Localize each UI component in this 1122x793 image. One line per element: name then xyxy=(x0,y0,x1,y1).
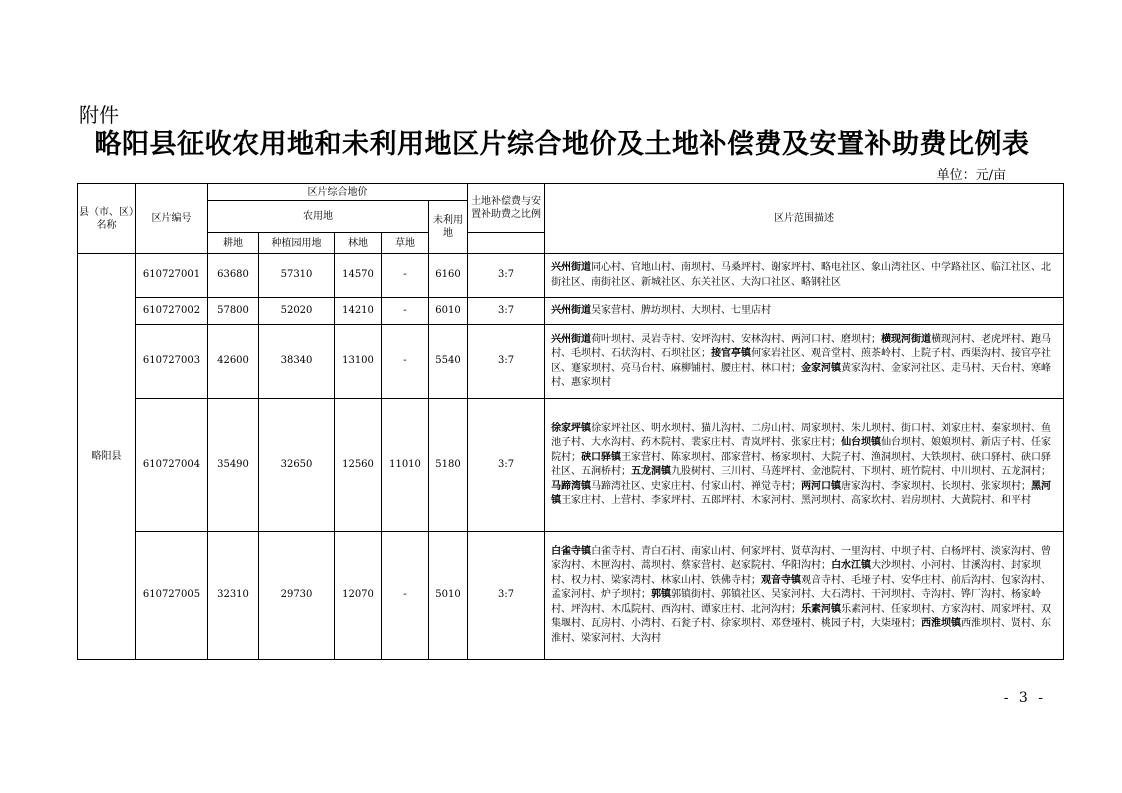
town-name: 马蹄湾镇 xyxy=(551,480,592,492)
cell-unused: 5540 xyxy=(429,325,468,399)
header-zone-code: 区片编号 xyxy=(136,184,208,254)
village-list: 观音寺村、毛垭子村、安华庄村、前后沟村、包家沟村、孟家河村、炉子坝村； xyxy=(551,574,1052,601)
header-ratio-blank xyxy=(468,233,545,254)
town-name: 硖口驿镇 xyxy=(581,451,622,463)
cell-ratio: 3:7 xyxy=(468,532,545,660)
village-list: 唐家沟村、李家坝村、长坝村、张家坝村； xyxy=(841,480,1032,492)
village-list: 九股树村、三川村、马莲坪村、金池院村、下坝村、班竹院村、中川坝村、五龙洞村； xyxy=(671,466,1052,477)
village-list: 白雀寺村、青白石村、南家山村、何家坪村、贤草沟村、一里沟村、中坝子村、白杨坪村、淡家沟村、曾家沟村、木匣沟村、蒿坝村、蔡家营村、赵家院村、华阳沟村； xyxy=(551,545,1052,572)
town-name: 兴州街道 xyxy=(551,262,592,273)
village-list: 吴家营村、脾坊坝村、大坝村、七里店村 xyxy=(591,304,772,316)
cell-unused: 6010 xyxy=(429,298,468,325)
cell-code: 610727001 xyxy=(136,254,208,298)
village-list: 横现河村、老虎坪村、跑马村、毛坝村、石状沟村、石坝社区； xyxy=(551,333,1052,359)
header-grass: 草地 xyxy=(382,233,429,254)
town-name: 郭镇 xyxy=(651,589,672,601)
cell-cultivated: 57800 xyxy=(208,298,259,325)
header-plantation: 种植园用地 xyxy=(259,233,335,254)
header-zone-price: 区片综合地价 xyxy=(208,184,468,201)
cell-cultivated: 35490 xyxy=(208,399,259,532)
village-list: 何家岩社区、观音堂村、煎茶岭村、上院子村、西渠沟村、接官亭社区、蹇家坝村、亮马台村、麻柳铺村、腰庄村、林口村； xyxy=(551,348,1052,374)
village-list: 郭镇街村、郭镇社区、吴家河村、大石湾村、干河坝村、寺沟村、铧厂沟村、杨家岭村、坪沟村、木瓜院村、西沟村、谭家庄村、北河沟村； xyxy=(551,589,1042,615)
cell-grass: - xyxy=(382,325,429,399)
cell-cultivated: 32310 xyxy=(208,532,259,660)
cell-code: 610727005 xyxy=(136,532,208,660)
cell-ratio: 3:7 xyxy=(468,325,545,399)
town-name: 金家河镇 xyxy=(801,362,842,374)
town-name: 白雀寺镇 xyxy=(551,545,592,557)
cell-forest: 14570 xyxy=(335,254,382,298)
cell-grass: - xyxy=(382,298,429,325)
cell-cultivated: 42600 xyxy=(208,325,259,399)
cell-forest: 12560 xyxy=(335,399,382,532)
header-ratio: 土地补偿费与安置补助费之比例 xyxy=(468,184,545,233)
village-list: 徐家坪社区、明水坝村、猫儿沟村、二房山村、周家坝村、朱儿坝村、街口村、刘家庄村、秦家坝村、鱼池子村、大水沟村、药木院村、裴家庄村、青岚坪村、张家庄村； xyxy=(551,422,1052,448)
village-list: 荷叶坝村、灵岩寺村、安坪沟村、安林沟村、两河口村、磨坝村； xyxy=(591,333,882,345)
cell-cultivated: 63680 xyxy=(208,254,259,298)
range-description xyxy=(545,254,1064,298)
town-name: 徐家坪镇 xyxy=(551,422,592,434)
table-row xyxy=(78,532,1064,660)
cell-unused: 5180 xyxy=(429,399,468,532)
cell-code: 610727002 xyxy=(136,298,208,325)
town-name: 兴州街道 xyxy=(551,304,592,316)
cell-forest: 12070 xyxy=(335,532,382,660)
range-description xyxy=(545,325,1064,399)
cell-forest: 13100 xyxy=(335,325,382,399)
village-list: 大沙坝村、小河村、甘溪沟村、封家坝村、权力村、梁家湾村、林家山村、铁佛寺村； xyxy=(551,560,1042,586)
table-row xyxy=(78,254,1064,298)
town-name: 接官亭镇 xyxy=(711,348,752,359)
cell-plantation: 29730 xyxy=(259,532,335,660)
range-description xyxy=(545,532,1064,660)
cell-grass: 11010 xyxy=(382,399,429,532)
cell-code: 610727004 xyxy=(136,399,208,532)
cell-plantation: 38340 xyxy=(259,325,335,399)
table-row xyxy=(78,298,1064,325)
price-table xyxy=(77,183,1064,660)
county-name-cell: 略阳县 xyxy=(78,254,136,660)
town-name: 乐素河镇 xyxy=(801,603,842,615)
village-list: 仙台坝村、娘娘坝村、新店子村、任家院村； xyxy=(551,437,1052,463)
town-name: 横现河街道 xyxy=(881,333,932,345)
town-name: 五龙洞镇 xyxy=(631,466,672,477)
header-cultivated: 耕地 xyxy=(208,233,259,254)
town-name: 兴州街道 xyxy=(551,333,592,345)
document-title: 略阳县征收农用地和未利用地区片综合地价及土地补偿费及安置补助费比例表 xyxy=(94,129,1030,160)
cell-plantation: 32650 xyxy=(259,399,335,532)
cell-forest: 14210 xyxy=(335,298,382,325)
cell-ratio: 3:7 xyxy=(468,399,545,532)
header-unused: 未利用地 xyxy=(429,201,468,254)
cell-grass: - xyxy=(382,532,429,660)
cell-code: 610727003 xyxy=(136,325,208,399)
village-list: 乐素河村、任家坝村、方家沟村、周家坪村、双集堰村、瓦房村、小湾村、石瓮子村、徐家坝村、邓登垭村、桃园子村，大柒垭村； xyxy=(551,603,1052,630)
cell-unused: 6160 xyxy=(429,254,468,298)
cell-ratio: 3:7 xyxy=(468,254,545,298)
cell-grass: - xyxy=(382,254,429,298)
table-row xyxy=(78,399,1064,532)
cell-unused: 5010 xyxy=(429,532,468,660)
header-range: 区片范围描述 xyxy=(545,184,1064,254)
village-list: 王家营村、陈家坝村、邵家营村、杨家坝村、大院子村、渔洞坝村、大铁坝村、硖口驿村、硖口驿社区、五涧桥村； xyxy=(551,451,1052,477)
town-name: 观音寺镇 xyxy=(761,574,802,586)
town-name: 仙台坝镇 xyxy=(841,437,882,448)
range-description xyxy=(545,399,1064,532)
unit-label: 单位：元/亩 xyxy=(936,168,1006,183)
town-name: 两河口镇 xyxy=(801,480,842,492)
page-number: - 3 - xyxy=(1003,690,1046,706)
village-list: 西淮坝村、贤村、东淮村、梁家河村、大沟村 xyxy=(551,618,1052,644)
cell-plantation: 52020 xyxy=(259,298,335,325)
table-row xyxy=(78,325,1064,399)
header-forest: 林地 xyxy=(335,233,382,254)
village-list: 王家庄村、上营村、李家坪村、五郎坪村、木家河村、黑河坝村、高家坎村、岩房坝村、大黄院村、和平村 xyxy=(561,495,1032,506)
town-name: 黑河镇 xyxy=(551,480,1052,506)
range-description xyxy=(545,298,1064,325)
village-list: 马蹄湾社区、史家庄村、付家山村、禅觉寺村； xyxy=(591,480,802,492)
header-farmland: 农用地 xyxy=(208,201,429,233)
cell-plantation: 57310 xyxy=(259,254,335,298)
cell-ratio: 3:7 xyxy=(468,298,545,325)
header-county: 县（市、区）名称 xyxy=(78,184,136,254)
village-list: 同心村、官地山村、南坝村、马桑坪村、谢家坪村、略电社区、象山湾社区、中学路社区、临江社区、北街社区、南街社区、新城社区、东关社区、大沟口社区、略钢社区 xyxy=(551,262,1052,288)
attachment-label: 附件 xyxy=(79,103,119,127)
village-list: 黄家沟村、金家河社区、走马村、天台村、寒峰村、惠家坝村 xyxy=(551,362,1052,388)
town-name: 白水江镇 xyxy=(831,560,872,572)
town-name: 西淮坝镇 xyxy=(921,618,962,630)
